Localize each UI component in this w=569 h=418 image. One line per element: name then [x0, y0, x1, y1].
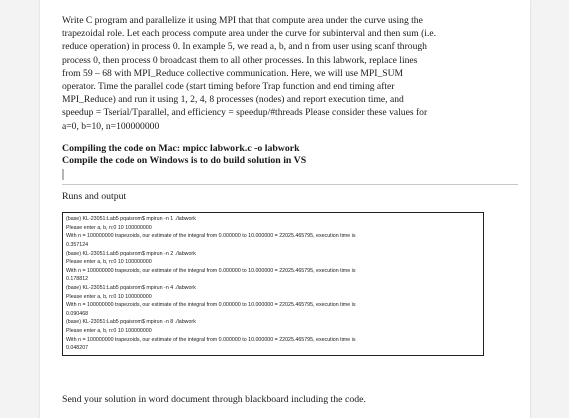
submission-instruction: Send your solution in word document through blackboard including the code. [62, 394, 366, 405]
terminal-line: With n = 100000000 trapezoids, our estimate of the integral from 0.000000 to 10.000000 = 22025.465795, execution time is [66, 336, 356, 343]
terminal-line: (base) KL-23051:Lab5 pqaisrom$ mpirun -n 2 ./labwork [66, 250, 196, 257]
runs-output-heading: Runs and output [62, 191, 127, 203]
compile-windows-instruction: Compile the code on Windows is to do build solution in VS [62, 155, 307, 167]
terminal-output-box [62, 212, 484, 356]
document-content [62, 14, 512, 356]
terminal-line: With n = 100000000 trapezoids, our estimate of the integral from 0.000000 to 10.000000 = 22025.465795, execution time is [66, 302, 356, 309]
horizontal-divider [62, 184, 518, 185]
terminal-line: Please enter a, b, n:0 10 100000000 [66, 259, 152, 266]
terminal-line: 0.178812 [66, 276, 89, 283]
terminal-line: (base) KL-23051:Lab5 pqaisrom$ mpirun -n 1 ./labwork [66, 216, 196, 223]
terminal-line: (base) KL-23051:Lab5 pqaisrom$ mpirun -n 8 ./labwork [66, 319, 196, 326]
terminal-line: Please enter a, b, n:0 10 100000000 [66, 327, 152, 334]
terminal-line: (base) KL-23051:Lab5 pqaisrom$ mpirun -n 4 ./labwork [66, 284, 196, 291]
document-page [40, 0, 530, 418]
compile-mac-instruction: Compiling the code on Mac: mpicc labwork.c -o labwork [62, 142, 300, 154]
terminal-line: With n = 100000000 trapezoids, our estimate of the integral from 0.000000 to 10.000000 = 22025.465795, execution time is [66, 267, 356, 274]
text-cursor [62, 169, 64, 180]
assignment-instructions: Write C program and parallelize it using MPI that that compute area under the curve using the trapezoidal role. Let each process compute area under the curve for subinterval and then sum (i.e. reduce operation) in process 0. In example 5, we read a, b, and n from user using scanf through process 0, then process 0 broadcast them to all other processes. In this labwork, replace lines from 59 – 68 with MPI_Reduce collective communication. Here, we will use MPI_SUM operator. Time the parallel code (start timing before Trap function and end timing after MPI_Reduce) and run it using 1, 2, 4, 8 processes (nodes) and report execution time, and speedup = Tserial/Tparallel, and efficiency = speedup/#threads Please consider these values for a=0, b=10, n=100000000 [62, 15, 436, 132]
terminal-line: 0.048207 [66, 345, 89, 352]
terminal-line: Please enter a, b, n:0 10 100000000 [66, 224, 152, 231]
terminal-line: With n = 100000000 trapezoids, our estimate of the integral from 0.000000 to 10.000000 = 22025.465795, execution time is [66, 233, 356, 240]
terminal-line: 0.357124 [66, 242, 89, 249]
terminal-line: Please enter a, b, n:0 10 100000000 [66, 293, 152, 300]
terminal-line: 0.090468 [66, 310, 89, 317]
